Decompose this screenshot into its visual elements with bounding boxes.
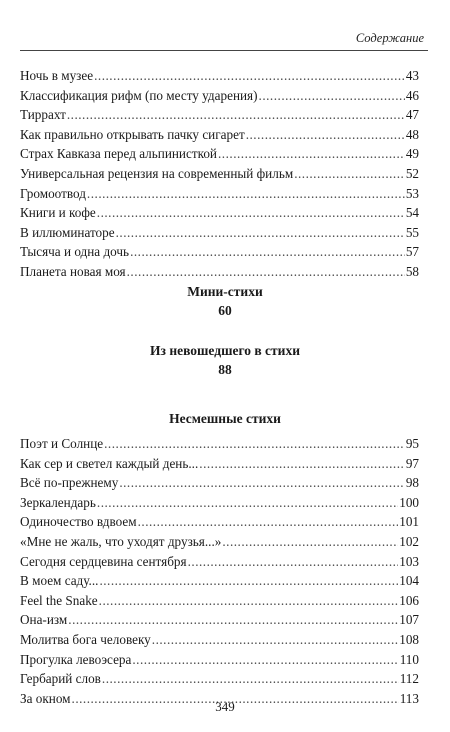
toc-entry-page: 102 <box>399 533 419 549</box>
toc-entry-title: Книги и кофе <box>20 205 96 221</box>
dot-leader <box>99 571 398 591</box>
toc-entry-title: Она-изм <box>20 612 68 628</box>
toc-entry <box>20 650 419 670</box>
toc-entry-title: За окном <box>20 690 71 706</box>
toc-entry-page: 54 <box>405 205 419 221</box>
toc-entry-title: Громоотвод <box>20 185 86 201</box>
toc-entry-page: 112 <box>399 671 419 687</box>
dot-leader <box>130 242 405 262</box>
toc-entry <box>20 86 419 106</box>
header-rule <box>20 50 428 51</box>
toc-entry-title: Прогулка левоэсера <box>20 651 132 667</box>
toc-entry-title: Всё по-прежнему <box>20 475 119 491</box>
toc-entry-title: Гербарий слов <box>20 671 101 687</box>
dot-leader <box>246 125 405 145</box>
toc-entry-page: 49 <box>405 146 419 162</box>
toc-entry <box>20 473 419 493</box>
toc-entry-title: Классификация рифм (по месту ударения) <box>20 87 258 103</box>
toc-entry-title: Как сер и светел каждый день... <box>20 455 199 471</box>
toc-entry-title: Планета новая моя <box>20 263 126 279</box>
toc-entry-page: 107 <box>399 612 419 628</box>
dot-leader <box>87 184 405 204</box>
section-page: 60 <box>218 303 232 318</box>
dot-leader <box>199 454 405 474</box>
dot-leader <box>259 86 405 106</box>
toc-entry <box>20 242 419 262</box>
toc-entry <box>20 66 419 86</box>
toc-entry-title: Ночь в музее <box>20 68 94 83</box>
toc-entry-title: В иллюминаторе <box>20 224 115 240</box>
dot-leader <box>119 473 405 493</box>
toc-entry-title: Зеркалендарь <box>20 494 96 510</box>
toc-entry-page: 43 <box>405 68 419 83</box>
dot-leader <box>127 262 405 282</box>
page-number: 349 <box>215 699 235 714</box>
toc-entry-title: Одиночество вдвоем <box>20 514 137 530</box>
section-nesmeshnye-stikhi <box>0 409 450 428</box>
toc-entry-title: Как правильно открывать пачку сигарет <box>20 126 245 142</box>
toc-list-bottom <box>20 434 419 708</box>
section-mini-stikhi <box>0 282 450 320</box>
section-iz-nevoshedshego <box>0 341 450 379</box>
section-heading: Мини-стихи <box>187 284 263 299</box>
running-head-title: Содержание <box>355 31 424 45</box>
dot-leader <box>99 591 399 611</box>
toc-list-top <box>20 66 419 282</box>
dot-leader <box>222 532 398 552</box>
toc-entry-page: 48 <box>405 126 419 142</box>
toc-entry-page: 55 <box>405 224 419 240</box>
toc-entry <box>20 552 419 572</box>
toc-entry <box>20 454 419 474</box>
toc-entry-title: Универсальная рецензия на современный фильм <box>20 165 294 181</box>
section-heading: Несмешные стихи <box>169 411 281 426</box>
toc-entry-page: 110 <box>399 651 419 667</box>
toc-entry <box>20 223 419 243</box>
running-head <box>0 0 450 51</box>
toc-entry-title: Страх Кавказа перед альпинисткой <box>20 146 217 162</box>
dot-leader <box>218 144 405 164</box>
dot-leader <box>104 434 405 454</box>
toc-entry <box>20 571 419 591</box>
dot-leader <box>132 650 398 670</box>
toc-entry <box>20 125 419 145</box>
toc-entry <box>20 105 419 125</box>
section-heading: Из невошедшего в стихи <box>150 343 300 358</box>
dot-leader <box>68 610 398 630</box>
toc-entry-title: Тысяча и одна дочь <box>20 244 130 260</box>
dot-leader <box>294 164 405 184</box>
dot-leader <box>138 512 399 532</box>
dot-leader <box>116 223 405 243</box>
dot-leader <box>97 203 405 223</box>
toc-entry-page: 100 <box>399 494 419 510</box>
toc-entry-page: 104 <box>399 573 419 589</box>
toc-entry-page: 103 <box>399 553 419 569</box>
dot-leader <box>152 630 398 650</box>
dot-leader <box>102 669 399 689</box>
toc-entry <box>20 434 419 454</box>
dot-leader <box>94 66 405 86</box>
toc-entry <box>20 512 419 532</box>
toc-entry-title: Feel the Snake <box>20 592 98 608</box>
toc-entry-page: 98 <box>405 475 419 491</box>
toc-entry-page: 101 <box>399 514 419 530</box>
toc-entry <box>20 184 419 204</box>
toc-entry-title: «Мне не жаль, что уходят друзья...» <box>20 533 222 549</box>
section-page: 88 <box>218 362 232 377</box>
toc-entry <box>20 164 419 184</box>
toc-entry <box>20 144 419 164</box>
toc-entry-title: В моем саду... <box>20 573 99 589</box>
toc-entry <box>20 669 419 689</box>
toc-entry <box>20 610 419 630</box>
toc-entry-page: 108 <box>399 631 419 647</box>
toc-entry-page: 57 <box>405 244 419 260</box>
toc-entry-title: Поэт и Солнце <box>20 436 104 451</box>
toc-entry-page: 97 <box>405 455 419 471</box>
toc-entry <box>20 203 419 223</box>
toc-entry-title: Сегодня сердцевина сентября <box>20 553 187 569</box>
dot-leader <box>188 552 399 572</box>
toc-entry-page: 95 <box>405 436 419 451</box>
toc-entry-title: Молитва бога человеку <box>20 631 151 647</box>
dot-leader <box>97 493 398 513</box>
toc-entry <box>20 532 419 552</box>
toc-entry-page: 113 <box>399 690 419 706</box>
dot-leader <box>67 105 405 125</box>
toc-entry-page: 46 <box>405 87 419 103</box>
toc-entry-page: 52 <box>405 165 419 181</box>
toc-entry <box>20 630 419 650</box>
toc-entry-page: 106 <box>399 592 419 608</box>
toc-entry-page: 58 <box>405 263 419 279</box>
toc-entry <box>20 591 419 611</box>
toc-entry <box>20 262 419 282</box>
toc-entry-page: 47 <box>405 107 419 123</box>
toc-entry-page: 53 <box>405 185 419 201</box>
toc-entry-title: Тиррахт <box>20 107 66 123</box>
toc-entry <box>20 493 419 513</box>
